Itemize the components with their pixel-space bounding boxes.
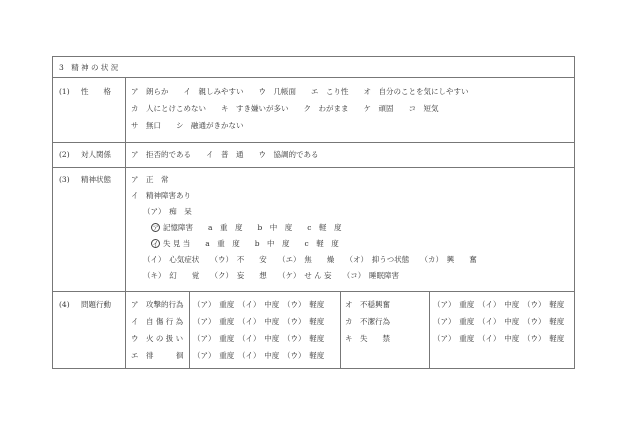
problem-item: エ 徘 徊 <box>131 351 184 360</box>
circled-a-mark: ア <box>152 224 159 232</box>
personality-label: 性 格 <box>81 87 111 96</box>
symptoms-row: （イ） 心気症状 （ウ） 不 安 （エ） 焦 燥 （オ） 抑うつ状態 （カ） 興 奮 <box>143 255 477 264</box>
problem-item: キ 失 禁 <box>345 334 390 343</box>
severity-scale: （ア） 重度 （イ） 中度 （ウ） 軽度 <box>193 351 325 360</box>
section-title: 3 精 神 の 状 況 <box>59 63 119 72</box>
severity-scale: （ア） 重度 （イ） 中度 （ウ） 軽度 <box>193 300 325 309</box>
mental-normal: ア 正 常 <box>131 175 169 184</box>
relations-options: ア 拒否的である イ 普 通 ウ 協調的である <box>131 150 319 159</box>
row-divider <box>53 167 574 168</box>
symptoms-row: （キ） 幻 覚 （ク） 妄 想 （ケ） せ ん 妄 （コ） 睡眠障害 <box>143 271 400 280</box>
problem-item: ア 攻撃的行為 <box>131 300 184 309</box>
personality-line: サ 無口 シ 融通がきかない <box>131 121 244 130</box>
row-divider <box>53 291 574 292</box>
personality-line: カ 人にとけこめない キ すき嫌いが多い ク わがまま ケ 頑固 コ 短気 <box>131 104 439 113</box>
personality-line: ア 朗らか イ 親しみやすい ウ 几帳面 エ こり性 オ 自分のことを気にしやすい <box>131 87 469 96</box>
memory-text: 記憶障害 a 重 度 b 中 度 c 軽 度 <box>163 223 342 232</box>
personality-label-num: (1) <box>59 87 70 96</box>
severity-scale: （ア） 重度 （イ） 中度 （ウ） 軽度 <box>193 317 325 326</box>
memory-row <box>151 223 341 233</box>
severity-scale: （ア） 重度 （イ） 中度 （ウ） 軽度 <box>193 334 325 343</box>
problem-item: イ 自 傷 行 為 <box>131 317 184 326</box>
relations-label: 対人関係 <box>81 150 111 159</box>
column-divider <box>125 77 126 369</box>
mental-status-form <box>52 56 575 369</box>
mental-dementia: （ア） 痴 呆 <box>143 207 192 216</box>
relations-label-num: (2) <box>59 150 70 159</box>
severity-scale: （ア） 重度 （イ） 中度 （ウ） 軽度 <box>433 300 565 309</box>
orientation-text: 失 見 当 a 重 度 b 中 度 c 軽 度 <box>163 239 339 248</box>
problem-item: カ 不潔行為 <box>345 317 390 326</box>
problem-item: ウ 火 の 扱 い <box>131 334 184 343</box>
mental-label: 精神状態 <box>81 175 111 184</box>
column-divider <box>340 291 341 369</box>
problems-label: 問題行動 <box>81 300 111 309</box>
severity-scale: （ア） 重度 （イ） 中度 （ウ） 軽度 <box>433 334 565 343</box>
row-divider <box>53 77 574 78</box>
row-divider <box>53 142 574 143</box>
problem-item: オ 不穏興奮 <box>345 300 390 309</box>
mental-label-num: (3) <box>59 175 70 184</box>
column-divider <box>429 291 430 369</box>
orientation-row <box>151 239 339 249</box>
severity-scale: （ア） 重度 （イ） 中度 （ウ） 軽度 <box>433 317 565 326</box>
mental-disorder: イ 精神障害あり <box>131 191 191 200</box>
circled-i-mark: イ <box>152 240 159 248</box>
column-divider <box>189 291 190 369</box>
problems-label-num: (4) <box>59 300 70 309</box>
